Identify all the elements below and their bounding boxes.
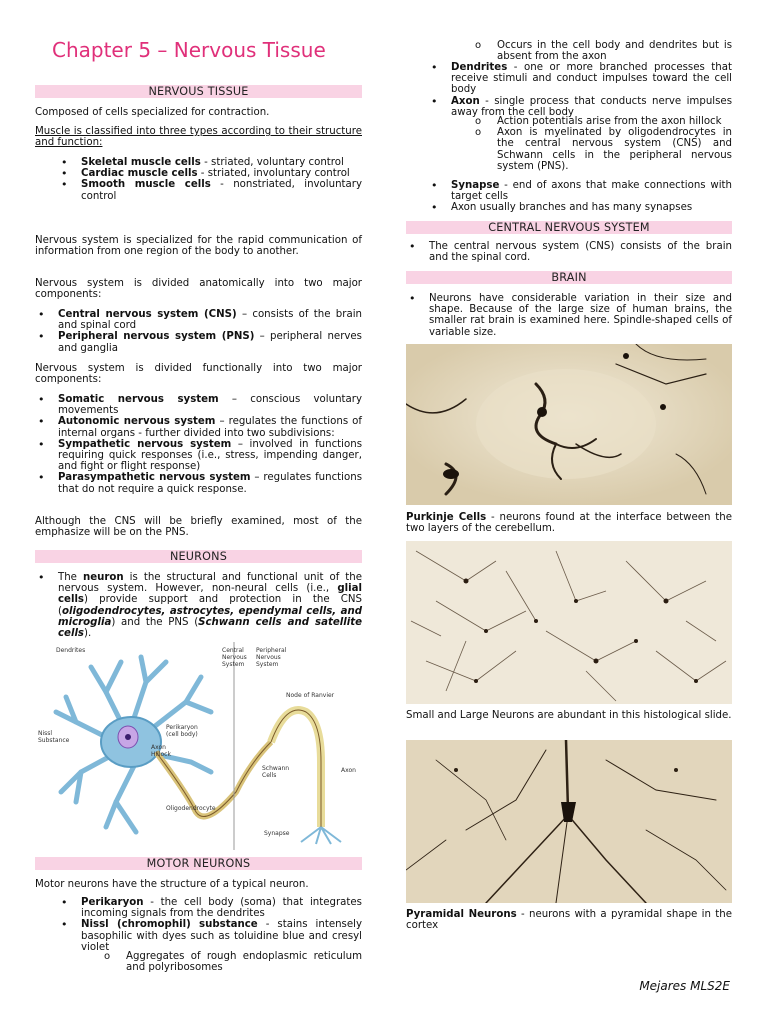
cns-list (429, 241, 732, 263)
small-large-neurons-micrograph-svg (406, 541, 732, 704)
motor-sub-list (126, 951, 362, 973)
svg-text:System: System (256, 661, 279, 668)
list-item: o Occurs in the cell body and dendrites but is absent from the axon (497, 40, 732, 62)
purkinje-micrograph-svg (406, 344, 732, 505)
svg-text:Nervous: Nervous (256, 654, 281, 661)
motor-neurons-paragraph: Motor neurons have the structure of a typical neuron. (35, 879, 309, 890)
list-item: • Peripheral nervous system (PNS) – peripheral nerves and ganglia (58, 331, 362, 353)
anatomical-list (58, 309, 362, 354)
svg-text:(cell body): (cell body) (166, 731, 198, 738)
list-item: • Skeletal muscle cells - striated, voluntary control (81, 157, 362, 168)
label-dendrites: Dendrites (56, 647, 86, 654)
pyramidal-micrograph-svg (406, 740, 732, 903)
pyramidal-micrograph (406, 740, 732, 903)
list-item: • Perikaryon - the cell body (soma) that integrates incoming signals from the dendrites (81, 897, 362, 919)
list-item: • Smooth muscle cells - nonstriated, involuntary control (81, 179, 362, 201)
svg-text:System: System (222, 661, 245, 668)
label-axon: Axon (341, 767, 356, 774)
list-item: • Synapse - end of axons that make connections with target cells (451, 180, 732, 202)
label-synapse: Synapse (264, 830, 290, 837)
anatomical-division-paragraph: Nervous system is divided anatomically into two major components: (35, 278, 362, 301)
label-pns: Peripheral (256, 647, 287, 654)
svg-text:Nervous: Nervous (222, 654, 247, 661)
intro-paragraph: Composed of cells specialized for contraction. (35, 107, 270, 118)
label-node: Node of Ranvier (286, 692, 335, 699)
list-item: • Axon usually branches and has many synapses (451, 202, 732, 213)
list-item: o Axon is myelinated by oligodendrocytes in the central nervous system (CNS) and Schwann cells in the peripheral nervous system (PNS). (497, 127, 732, 172)
page-title: Chapter 5 – Nervous Tissue (52, 38, 326, 62)
svg-text:Cells: Cells (262, 772, 277, 779)
list-item: • The central nervous system (CNS) consists of the brain and the spinal cord. (429, 241, 732, 263)
label-oligodendrocyte: Oligodendrocyte (166, 805, 216, 812)
purkinje-micrograph (406, 344, 732, 505)
motor-neuron-list (81, 897, 362, 953)
label-schwann: Schwann (262, 765, 290, 772)
brain-list (429, 293, 732, 338)
section-bar-neurons: NEURONS (35, 550, 362, 563)
section-bar-motor-neurons: MOTOR NEURONS (35, 857, 362, 870)
label-cns: Central (222, 647, 244, 654)
list-item: o Aggregates of rough endoplasmic reticulum and polyribosomes (126, 951, 362, 973)
neuron-list (58, 572, 362, 639)
functional-division-paragraph: Nervous system is divided functionally into two major components: (35, 363, 362, 386)
cns-emphasis-paragraph: Although the CNS will be briefly examined, most of the emphasize will be on the PNS. (35, 516, 362, 539)
list-item: • Somatic nervous system – conscious voluntary movements (58, 394, 362, 416)
label-hillock: Axon (151, 744, 166, 751)
list-item: • Central nervous system (CNS) – consists of the brain and spinal cord (58, 309, 362, 331)
list-item: • The neuron is the structural and functional unit of the nervous system. However, non-neural cells (i.e., glial cells) provide support and protection in the CNS (oligodendrocytes, astrocytes, ependymal cells, and microglia) and the PNS (Schwann cells and satellite cells). (58, 572, 362, 639)
functional-list (58, 394, 362, 495)
list-item: • Neurons have considerable variation in their size and shape. Because of the large size of human brains, the smaller rat brain is examined here. Spindle-shaped cells of variable size. (429, 293, 732, 338)
pyramidal-caption: Pyramidal Neurons - neurons with a pyramidal shape in the cortex (406, 909, 732, 932)
nissl-sub-list (497, 40, 732, 62)
list-item: • Dendrites - one or more branched processes that receive stimuli and conduct impulses toward the cell body (451, 62, 732, 96)
neuron-parts-list (451, 62, 732, 118)
list-item: • Nissl (chromophil) substance - stains intensely basophilic with dyes such as toluidine blue and cresyl violet (81, 919, 362, 953)
small-large-neurons-caption: Small and Large Neurons are abundant in this histological slide. (406, 710, 732, 721)
muscle-types-list (81, 157, 362, 202)
section-bar-brain: BRAIN (406, 271, 732, 284)
purkinje-caption: Purkinje Cells - neurons found at the interface between the two layers of the cerebellum. (406, 512, 732, 535)
section-bar-nervous-tissue: NERVOUS TISSUE (35, 85, 362, 98)
small-large-neurons-micrograph (406, 541, 732, 704)
svg-text:Hillock: Hillock (151, 751, 171, 758)
neuron-diagram (36, 642, 362, 850)
list-item: • Cardiac muscle cells - striated, involuntary control (81, 168, 362, 179)
nervous-system-paragraph: Nervous system is specialized for the rapid communication of information from one region of the body to another. (35, 235, 362, 258)
svg-text:Substance: Substance (38, 737, 70, 744)
list-item: • Sympathetic nervous system – involved in functions requiring quick responses (i.e., stress, impending danger, and fight or flight response) (58, 439, 362, 473)
muscle-classification-heading: Muscle is classified into three types according to their structure and function: (35, 126, 362, 149)
label-nissl: Nissl (38, 730, 53, 737)
list-item: • Parasympathetic nervous system – regulates functions that do not require a quick response. (58, 472, 362, 494)
axon-sub-list (497, 116, 732, 172)
section-bar-cns: CENTRAL NERVOUS SYSTEM (406, 221, 732, 234)
neuron-diagram-svg (36, 642, 362, 850)
author-signature: Mejares MLS2E (639, 979, 730, 993)
synapse-list (451, 180, 732, 214)
label-perikaryon: Perikaryon (166, 724, 198, 731)
list-item: • Axon - single process that conducts nerve impulses away from the cell body (451, 96, 732, 118)
list-item: o Action potentials arise from the axon hillock (497, 116, 732, 127)
list-item: • Autonomic nervous system – regulates the functions of internal organs - further divided into two subdivisions: (58, 416, 362, 438)
